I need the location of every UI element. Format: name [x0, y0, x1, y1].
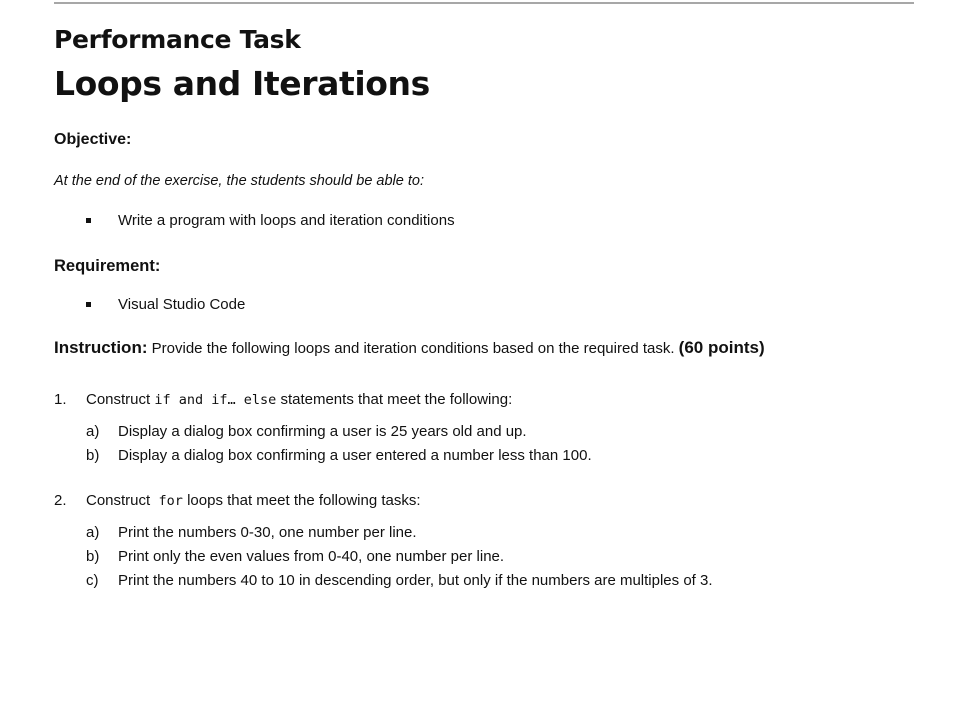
instruction-points: (60 points) [678, 338, 765, 357]
sub-item-text: Print the numbers 40 to 10 in descending order, but only if the numbers are multiples of 3. [118, 572, 713, 589]
sub-item-letter: b) [86, 447, 100, 464]
task-number: 2. [54, 492, 67, 509]
header-rule [54, 2, 914, 4]
sub-item-text: Print only the even values from 0-40, one number per line. [118, 548, 505, 565]
requirement-bullet-text: Visual Studio Code [118, 296, 246, 313]
objective-intro: At the end of the exercise, the students should be able to: [54, 173, 424, 189]
sub-item-text: Display a dialog box confirming a user entered a number less than 100. [118, 447, 592, 464]
task-code: for [158, 493, 183, 509]
task-prefix: Construct [86, 391, 155, 408]
task-text [86, 492, 421, 510]
sub-item-text: Display a dialog box confirming a user is 25 years old and up. [118, 423, 527, 440]
task-text [86, 391, 512, 409]
sub-item-letter: b) [86, 548, 100, 565]
task-suffix: loops that meet the following tasks: [182, 492, 421, 509]
document-subtitle: Performance Task [54, 25, 301, 54]
instruction-text: Provide the following loops and iteration conditions based on the required task. [147, 340, 679, 357]
task-suffix: statements that meet the following: [276, 391, 513, 408]
task-code: if and if… else [154, 392, 277, 408]
document-title: Loops and Iterations [54, 64, 430, 103]
task-prefix: Construct [86, 492, 159, 509]
requirement-heading: Requirement: [54, 257, 161, 275]
objective-bullet-text: Write a program with loops and iteration conditions [118, 212, 455, 229]
sub-item-text: Print the numbers 0-30, one number per line. [118, 524, 417, 541]
objective-heading: Objective: [54, 131, 132, 148]
task-number: 1. [54, 391, 67, 408]
sub-item-letter: a) [86, 423, 100, 440]
square-bullet-icon [86, 302, 91, 307]
instruction-paragraph [54, 338, 765, 359]
sub-item-letter: c) [86, 572, 99, 589]
instruction-label: Instruction: [54, 338, 148, 357]
square-bullet-icon [86, 218, 91, 223]
sub-item-letter: a) [86, 524, 100, 541]
